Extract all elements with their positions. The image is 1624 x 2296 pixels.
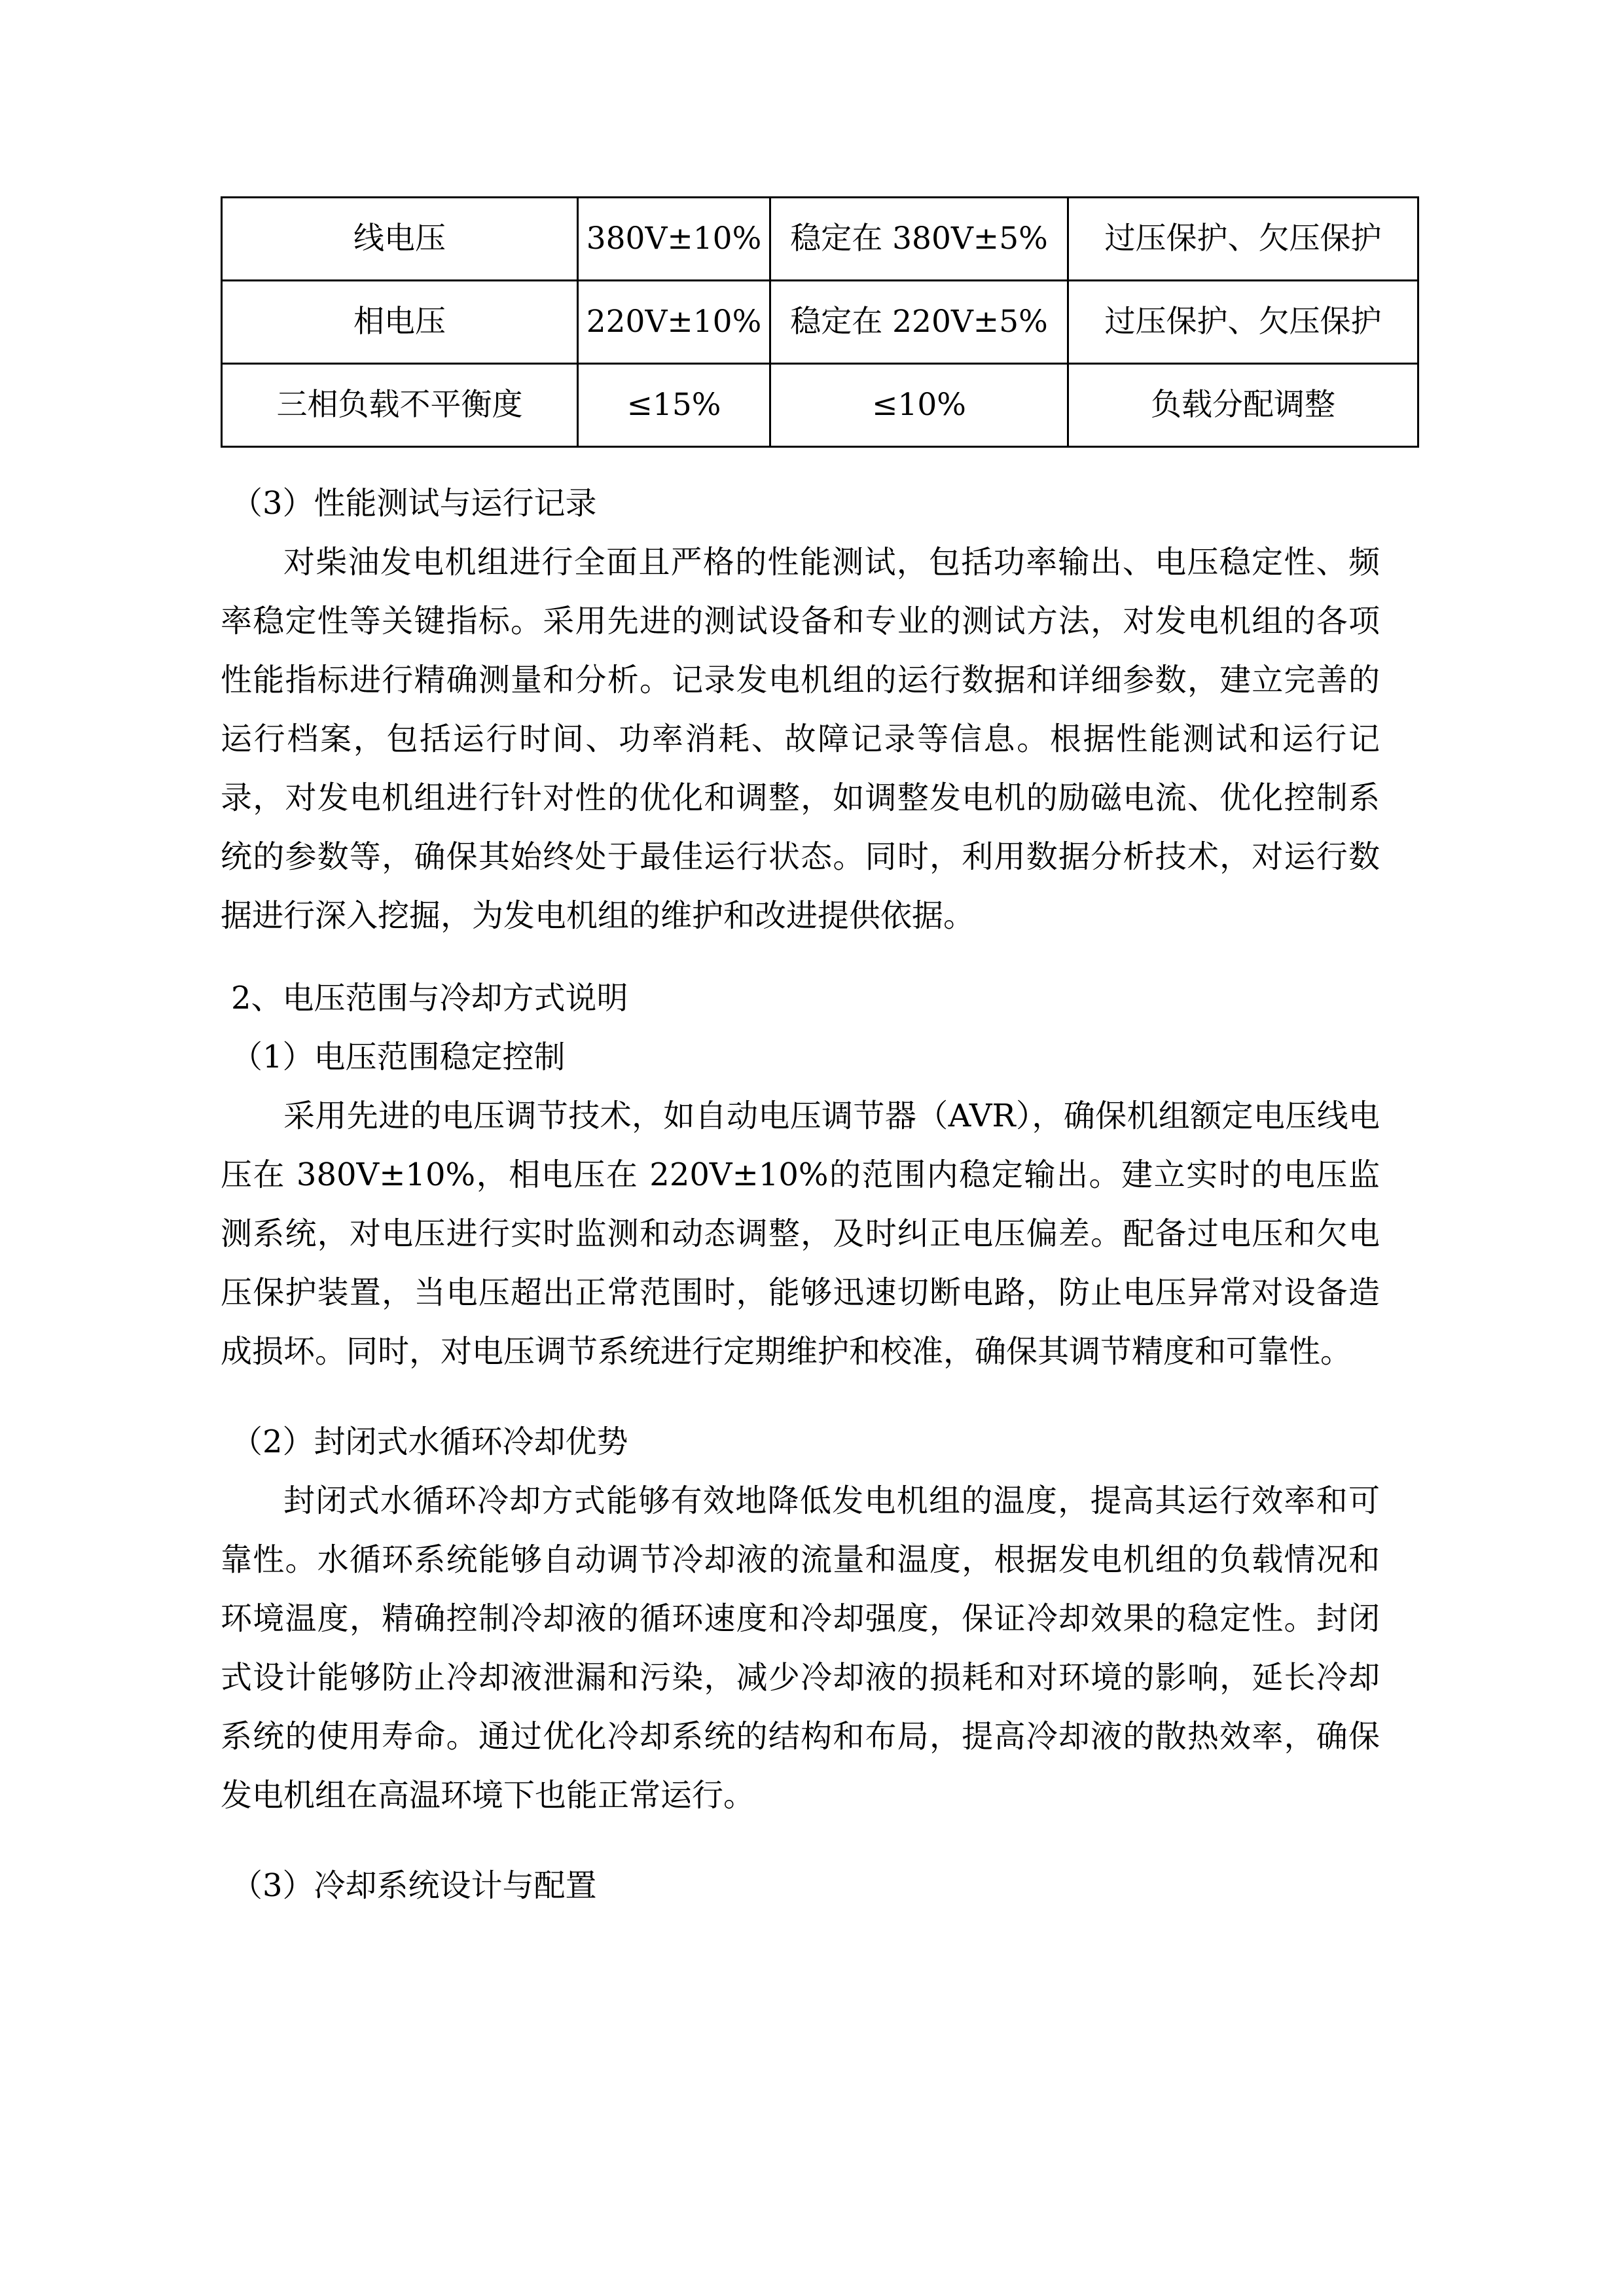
spacer (221, 448, 1380, 459)
table-cell-rated: ≤15% (578, 364, 770, 447)
table-row (222, 198, 1418, 281)
table-row (222, 281, 1418, 364)
section-heading-closed-water-cooling: （2）封闭式水循环冷却优势 (231, 1424, 628, 1460)
spacer (221, 1381, 1380, 1412)
section-heading-voltage-cooling: 2、电压范围与冷却方式说明 (231, 980, 628, 1016)
table-cell-protection: 过压保护、欠压保护 (1068, 198, 1418, 281)
section-body-performance-test: 对柴油发电机组进行全面且严格的性能测试，包括功率输出、电压稳定性、频率稳定性等关键指标。采用先进的测试设备和专业的测试方法，对发电机组的各项性能指标进行精确测量和分析。记录发电机组的运行数据和详细参数，建立完善的运行档案，包括运行时间、功率消耗、故障记录等信息。根据性能测试和运行记录，对发电机组进行针对性的优化和调整，如调整发电机的励磁电流、优化控制系统的参数等，确保其始终处于最佳运行状态。同时，利用数据分析技术，对运行数据进行深入挖掘，为发电机组的维护和改进提供依据。 (221, 544, 1380, 934)
table-cell-rated: 220V±10% (578, 281, 770, 364)
table-cell-parameter: 相电压 (222, 281, 578, 364)
section-heading-voltage-range-control: （1）电压范围稳定控制 (231, 1039, 566, 1075)
table-cell-parameter: 线电压 (222, 198, 578, 281)
section-body-closed-water-cooling: 封闭式水循环冷却方式能够有效地降低发电机组的温度，提高其运行效率和可靠性。水循环系统能够自动调节冷却液的流量和温度，根据发电机组的负载情况和环境温度，精确控制冷却液的循环速度和冷却强度，保证冷却效果的稳定性。封闭式设计能够防止冷却液泄漏和污染，减少冷却液的损耗和对环境的影响，延长冷却系统的使用寿命。通过优化冷却系统的结构和布局，提高冷却液的散热效率，确保发电机组在高温环境下也能正常运行。 (221, 1482, 1380, 1814)
voltage-spec-table (221, 196, 1419, 448)
table-cell-stability: 稳定在 220V±5% (770, 281, 1068, 364)
section-heading-cooling-system-design: （3）冷却系统设计与配置 (231, 1867, 597, 1904)
table-cell-protection: 过压保护、欠压保护 (1068, 281, 1418, 364)
section-heading-performance-test: （3）性能测试与运行记录 (231, 485, 597, 522)
section-body-voltage-range-control: 采用先进的电压调节技术，如自动电压调节器（AVR），确保机组额定电压线电压在 380V±10%，相电压在 220V±10%的范围内稳定输出。建立实时的电压监测系统，对电压进行实时监测和动态调整，及时纠正电压偏差。配备过电压和欠电压保护装置，当电压超出正常范围时，能够迅速切断电路，防止电压异常对设备造成损坏。同时，对电压调节系统进行定期维护和校准，确保其调节精度和可靠性。 (221, 1098, 1380, 1370)
spacer (221, 945, 1380, 969)
spacer (221, 1825, 1380, 1856)
table-cell-parameter: 三相负载不平衡度 (222, 364, 578, 447)
table-cell-protection: 负载分配调整 (1068, 364, 1418, 447)
table-cell-rated: 380V±10% (578, 198, 770, 281)
table-cell-stability: 稳定在 380V±5% (770, 198, 1068, 281)
table-cell-stability: ≤10% (770, 364, 1068, 447)
table-row (222, 364, 1418, 447)
